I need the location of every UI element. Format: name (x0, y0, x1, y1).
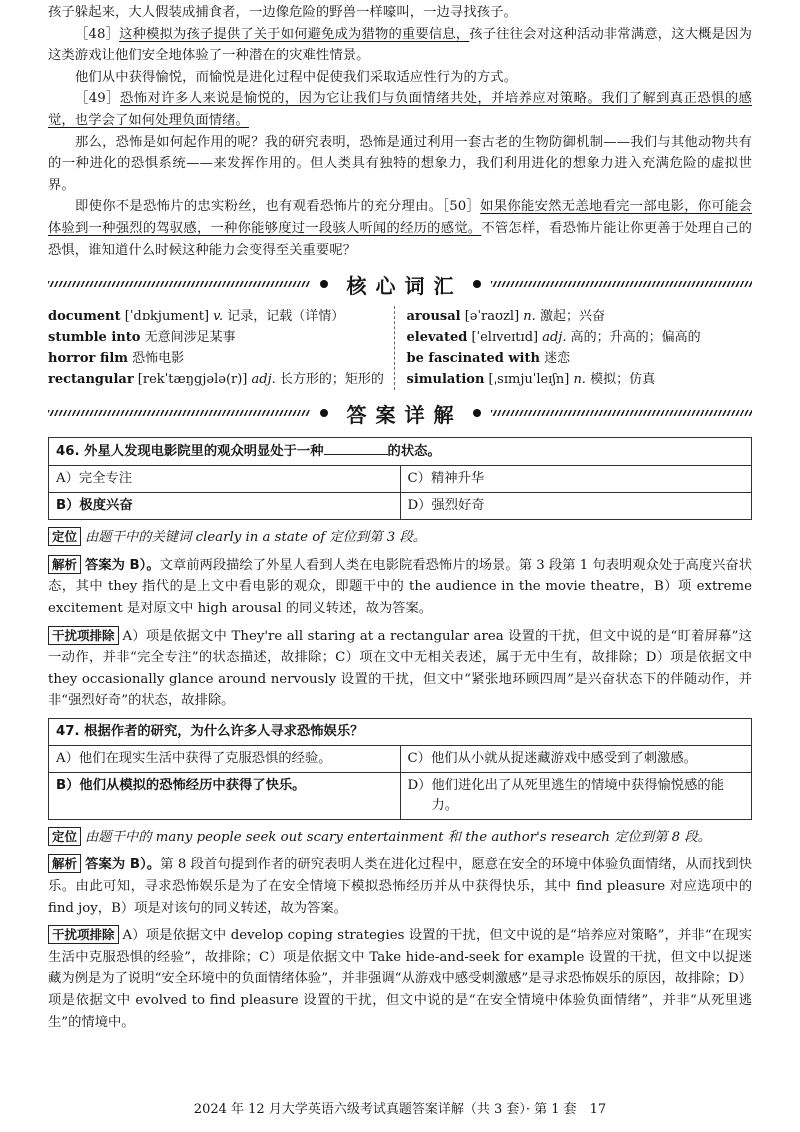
vocab-column-left (48, 306, 394, 390)
question-47-stem: 47. 根据作者的研究，为什么许多人寻求恐怖娱乐？ (49, 718, 752, 745)
vocab-word: arousal (406, 309, 461, 325)
hatch-divider-right (491, 281, 753, 287)
vocab-entry (407, 369, 753, 390)
hatch-divider-left (48, 410, 310, 416)
question-46-table (48, 437, 752, 520)
option-b: B）极度兴奋 (49, 493, 401, 520)
bullet-dot-icon (320, 280, 328, 288)
vocab-definition: 无意间涉足某事 (144, 330, 236, 346)
analysis-tag: 解析 (48, 555, 81, 574)
analysis-tag: 解析 (48, 854, 81, 873)
q46-locate (48, 527, 752, 549)
distractor-tag: 干扰项排除 (48, 925, 119, 944)
vocab-list (48, 306, 752, 390)
q46-locate-text: 由题干中的关键词 clearly in a state of 定位到第 3 段。 (85, 530, 427, 546)
vocab-banner (48, 264, 752, 304)
hatch-divider-right (491, 410, 753, 416)
vocab-definition: 长方形的；矩形的 (275, 372, 384, 388)
vocab-phonetic: [ˌsɪmjuˈleɪʃn] (484, 372, 574, 388)
option-a: A）他们在现实生活中获得了克服恐惧的经验。 (49, 745, 401, 772)
vocab-word: be fascinated with (406, 351, 540, 367)
vocab-word: document (48, 309, 121, 325)
vocab-entry (407, 306, 753, 327)
q46-distractor (48, 626, 752, 712)
passage-paragraph (48, 67, 752, 89)
option-d: D）强烈好奇 (400, 493, 752, 520)
distractor-tag: 干扰项排除 (48, 626, 119, 645)
option-d-label: D） (407, 777, 432, 793)
sentence: ［49］ (75, 91, 120, 107)
q46-answer: 答案为 B）。 (85, 557, 160, 573)
bullet-dot-icon (473, 280, 481, 288)
passage (48, 2, 752, 261)
locate-tag: 定位 (48, 527, 81, 546)
question-46-prefix: 46. 外星人发现电影院里的观众明显处于一种 (56, 444, 324, 460)
q47-analysis (48, 854, 752, 919)
vocab-definition: 高的；升高的；偏高的 (566, 330, 701, 346)
sentence: 他们从中获得愉悦，而愉悦是进化过程中促使我们采取适应性行为的方式。 (75, 69, 518, 85)
locate-tag: 定位 (48, 827, 81, 846)
q46-distractor-text: A）项是依据文中 They're all staring at a rectangular area 设置的干扰，但文中说的是“盯着屏幕”这一动作，并非“完全专注”的状态描述，故排除；C）项在文中无相关表述，属于无中生有，故排除；D）项是依据文中 they occasionally glance around nervously 设置的干扰，但文中“紧张地环顾四周”是兴奋状态下的伴随动作，并非“强烈好奇”的状态，故排除。 (48, 628, 752, 709)
underlined-sentence: 如果你能安然无恙地看完一部电影，你可能会体验到一种强烈的驾驭感，一种你能够度过一段骇人听闻的经历的感觉。 (48, 199, 753, 236)
vocab-pos: adj. (542, 330, 567, 346)
bullet-dot-icon (320, 409, 328, 417)
question-47-table (48, 718, 752, 820)
option-c: C）精神升华 (400, 466, 752, 493)
q47-distractor-text: A）项是依据文中 develop coping strategies 设置的干扰，但文中说的是“培养应对策略”，并非“在现实生活中克服恐惧的经验”，故排除；C）项是依据文中 Take hide-and-seek for example 设置的干扰，但文中以捉迷藏为例是为了说明“安全环境中的负面情绪体验”，并非强调“从游戏中感受刺激感”是寻求恐怖娱乐的原因，故排除；D）项是依据文中 evolved to find pleasure 设置的干扰，但文中说的是“在安全情境中体验负面情绪”，并非“从死里逃生”的情境中。 (48, 928, 752, 1030)
passage-paragraph (48, 132, 752, 197)
vocab-entry (48, 369, 394, 390)
vocab-phonetic: [rekˈtæŋgjələ(r)] (133, 372, 252, 388)
vocab-entry (48, 327, 394, 348)
vocab-definition: 恐怖电影 (132, 351, 185, 367)
passage-paragraph (48, 2, 752, 24)
vocab-word: stumble into (48, 330, 141, 346)
vocab-entry (407, 348, 753, 369)
sentence: 那么，恐怖是如何起作用的呢？我的研究表明，恐怖是通过利用一套古老的生物防御机制——我们与其他动物共有的一种进化的恐惧系统——来发挥作用的。但人类具有独特的想象力，我们利用进化的想象力进入充满危险的虚拟世界。 (48, 134, 752, 193)
option-d (400, 772, 752, 819)
vocab-phonetic: [əˈraʊzl] (460, 309, 524, 325)
option-c: C）他们从小就从捉迷藏游戏中感受到了刺激感。 (400, 745, 752, 772)
underlined-sentence: 恐怖对许多人来说是愉悦的，因为它让我们与负面情绪共处，并培养应对策略。我们了解到真正恐惧的感觉，也学会了如何处理负面情绪。 (48, 91, 752, 128)
question-46-suffix: 的状态。 (387, 444, 441, 460)
vocab-definition: 激起；兴奋 (535, 309, 605, 325)
q46-analysis (48, 555, 752, 620)
sentence: ［48］ (75, 26, 120, 42)
vocab-phonetic: [ˈdɒkjument] (120, 309, 214, 325)
option-b: B）他们从模拟的恐怖经历中获得了快乐。 (49, 772, 401, 819)
vocab-column-right (394, 306, 753, 390)
vocab-pos: n. (523, 309, 536, 325)
q47-answer: 答案为 B）。 (85, 857, 161, 873)
underlined-sentence: 这种模拟为孩子提供了关于如何避免成为猎物的重要信息， (119, 26, 470, 42)
vocab-pos: n. (573, 372, 586, 388)
page-footer: 2024 年 12 月大学英语六级考试真题答案详解（共 3 套）· 第 1 套 17 (193, 1102, 607, 1117)
hatch-divider-left (48, 281, 310, 287)
vocab-entry (48, 348, 394, 369)
vocab-definition: 迷恋 (544, 351, 571, 367)
sentence: 孩子往往会对这种活动非常满意，这大概是因为这类游戏让他们安全地体验了一种潜在的灾难性情景。 (48, 26, 752, 64)
vocab-word: rectangular (48, 372, 134, 388)
q46-analysis-text: 文章前两段描绘了外星人看到人类在电影院看恐怖片的场景。第 3 段第 1 句表明观众处于高度兴奋状态，其中 they 指代的是上文中看电影的观众，即题干中的 the audience in the movie theatre，B）项 extreme excitement 是对原文中 high arousal 的同义转述，故为答案。 (48, 557, 753, 616)
option-d-text: 他们进化出了从死里逃生的情境中获得愉悦感的能力。 (431, 777, 724, 813)
vocab-word: horror film (48, 351, 129, 367)
passage-paragraph (48, 24, 752, 67)
vocab-word: elevated (406, 330, 468, 346)
sentence: 孩子躲起来，大人假装成捕食者，一边像危险的野兽一样嚎叫，一边寻找孩子。 (48, 5, 517, 20)
vocab-definition: 模拟；仿真 (585, 372, 656, 388)
vocab-phonetic: [ˈelɪveɪtɪd] (467, 330, 543, 346)
vocab-pos: adj. (251, 372, 276, 388)
sentence: 即使你不是恐怖片的忠实粉丝，也有观看恐怖片的充分理由。［50］ (75, 199, 481, 215)
vocab-entry (407, 327, 753, 348)
bullet-dot-icon (473, 409, 481, 417)
q47-locate (48, 827, 752, 849)
vocab-entry (48, 306, 394, 327)
vocab-title: 核心词汇 (346, 273, 463, 298)
q47-distractor (48, 925, 752, 1033)
q47-analysis-text: 第 8 段首句提到作者的研究表明人类在进化过程中，愿意在安全的环境中体验负面情绪，从而找到快乐。由此可知，寻求恐怖娱乐是为了在安全情境下模拟恐怖经历并从中获得快乐，其中 find pleasure 对应选项中的 find joy，B）项是对该句的同义转述，故为答案。 (48, 857, 752, 916)
vocab-word: simulation (406, 372, 485, 388)
passage-paragraph (48, 88, 752, 131)
answers-title: 答案详解 (346, 402, 463, 427)
question-46-stem (49, 438, 752, 466)
answer-blank (324, 441, 388, 455)
q47-locate-text: 由题干中的 many people seek out scary entertainment 和 the author's research 定位到第 8 段。 (85, 829, 711, 845)
vocab-pos: v. (213, 309, 224, 325)
sentence: 不管怎样，看恐怖片能让你更善于处理自己的恐惧，谁知道什么时候这种能力会变得至关重要呢？ (48, 220, 753, 258)
answers-banner (48, 393, 752, 433)
option-a: A）完全专注 (49, 466, 401, 493)
passage-paragraph (48, 196, 752, 261)
vocab-definition: 记录，记载（详情） (223, 309, 345, 325)
